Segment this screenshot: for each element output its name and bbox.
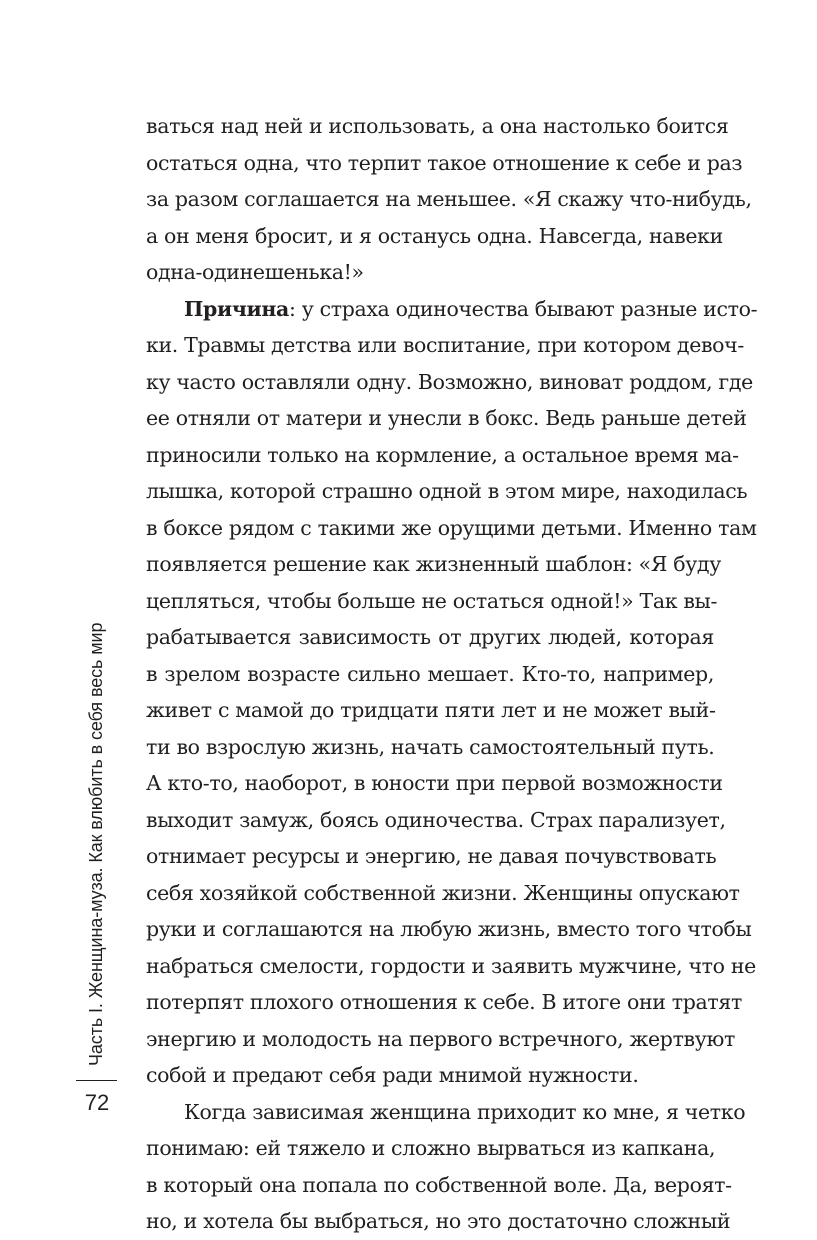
text-line: энергию и молодость на первого встречного, жертвуют: [146, 1026, 735, 1051]
text-line: понимаю: ей тяжело и сложно вырваться из капкана,: [146, 1136, 716, 1160]
text-line: себя хозяйкой собственной жизни. Женщины опускают: [146, 880, 740, 905]
bold-term: Причина: [184, 296, 289, 321]
paragraph-start-line: [146, 291, 758, 328]
text-line: ее отняли от матери и унесли в бокс. Ведь раньше детей: [146, 406, 747, 430]
text-line: лышка, которой страшно одной в этом мире, находилась: [146, 479, 748, 503]
text-line: ти во взрослую жизнь, начать самостоятельный путь.: [146, 734, 715, 759]
paragraph-start-line: Когда зависимая женщина приходит ко мне, я четко: [184, 1099, 746, 1124]
bold-term-suffix: :: [288, 296, 302, 321]
text-line: остаться одна, что терпит такое отношение к себе и раз: [146, 150, 743, 175]
text-line: собой и предают себя ради мнимой нужности.: [146, 1063, 639, 1087]
text-line: А кто-то, наоборот, в юности при первой возможности: [146, 771, 723, 795]
text-line: рабатывается зависимость от других людей, которая: [146, 625, 714, 649]
text-line: ваться над ней и использовать, а она настолько боится: [146, 114, 729, 138]
text-line: отнимает ресурсы и энергию, не давая почувствовать: [146, 844, 717, 868]
text-line: набраться смелости, гордости и заявить мужчине, что не: [146, 953, 756, 978]
text-line-rest: у страха одиночества бывают разные исто-: [301, 296, 758, 321]
text-line: а он меня бросит, и я останусь одна. Навсегда, навеки: [146, 223, 723, 248]
text-line: живет с мамой до тридцати пяти лет и не может вый-: [146, 698, 716, 722]
text-line: ку часто оставляли одну. Возможно, виноват роддом, где: [146, 369, 753, 394]
body-text: [146, 108, 758, 1240]
text-line: в который она попала по собственной воле. Да, вероят-: [146, 1172, 732, 1197]
text-line: в зрелом возрасте сильно мешает. Кто-то, например,: [146, 661, 714, 686]
page-number: 72: [84, 1090, 110, 1115]
text-line: потерпят плохого отношения к себе. В итоге они тратят: [146, 990, 742, 1014]
text-line: но, и хотела бы выбраться, но это достаточно сложный: [146, 1209, 731, 1233]
text-line: за разом соглашается на меньшее. «Я скажу что-нибудь,: [146, 187, 752, 211]
folio-rule: [76, 1080, 117, 1081]
text-line: одна-одинешенька!»: [146, 260, 364, 284]
text-line: выходит замуж, боясь одиночества. Страх парализует,: [146, 807, 726, 832]
running-head: Часть I. Женщина-муза. Как влюбить в себя весь мир: [86, 622, 106, 1066]
text-line: в боксе рядом с такими же орущими детьми. Именно там: [146, 515, 757, 540]
text-line: ки. Травмы детства или воспитание, при котором девоч-: [146, 333, 744, 357]
text-line: руки и соглашаются на любую жизнь, вместо того чтобы: [146, 917, 752, 941]
text-line: появляется решение как жизненный шаблон: «Я буду: [146, 552, 721, 576]
text-line: цепляться, чтобы больше не остаться одной!» Так вы-: [146, 588, 718, 613]
text-line: приносили только на кормление, а остальное время ма-: [146, 442, 739, 467]
